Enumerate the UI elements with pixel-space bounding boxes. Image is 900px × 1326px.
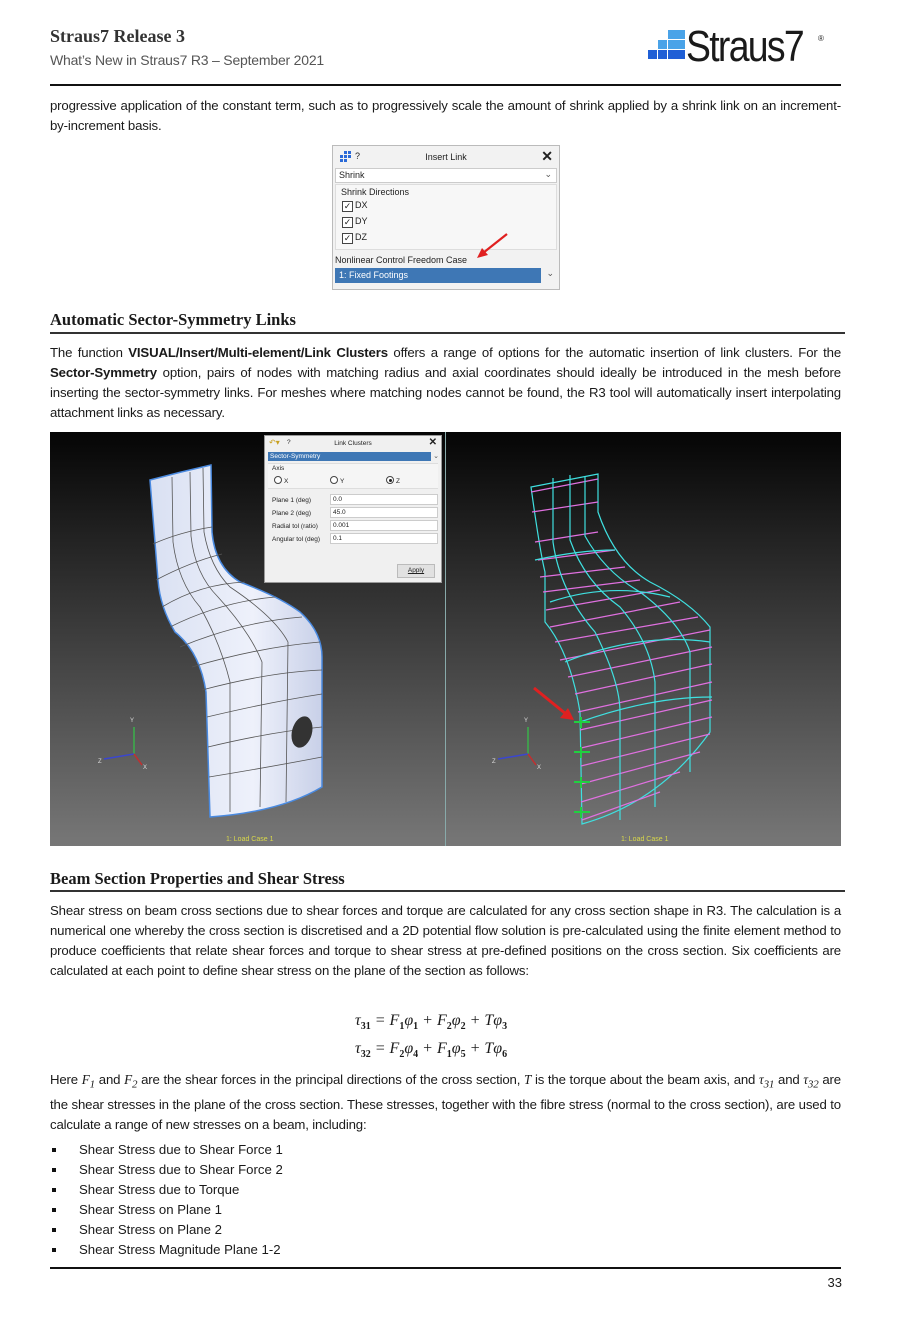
freedom-case-label: Nonlinear Control Freedom Case xyxy=(335,255,468,265)
field-label: Angular tol (deg) xyxy=(272,536,321,543)
undo-icon[interactable]: ↶▾ xyxy=(269,438,280,447)
plane2-input[interactable]: 45.0 xyxy=(330,507,438,518)
equation-tau32: $\tau_{32} = F_2\varphi_4 + F_1\varphi_5 + T\varphi_6$ xyxy=(355,1040,508,1061)
axis-label-x: X xyxy=(143,765,148,771)
radio-selected-icon xyxy=(386,476,394,484)
link-clusters-dialog xyxy=(264,435,442,583)
radio-axis-x[interactable]: X xyxy=(274,476,288,485)
radio-icon xyxy=(274,476,282,484)
axis-group xyxy=(268,463,438,489)
section-heading-sector-symmetry: Automatic Sector-Symmetry Links xyxy=(50,310,296,329)
axis-label-y: Y xyxy=(130,718,135,724)
plane1-input[interactable]: 0.0 xyxy=(330,494,438,505)
page-number: 33 xyxy=(827,1275,842,1290)
list-item: Shear Stress on Plane 1 xyxy=(50,1200,283,1220)
load-case-caption-left: 1: Load Case 1 xyxy=(226,836,274,843)
header-rule xyxy=(50,84,841,86)
intro-paragraph: progressive application of the constant term, such as to progressively scale the amount of shrink applied by a shrink link on an increment-by-increment basis. xyxy=(50,98,841,133)
field-label: Radial tol (ratio) xyxy=(272,523,318,530)
checkbox-label: DY xyxy=(355,216,368,226)
axis-label-z: Z xyxy=(98,759,102,765)
checkbox-label: DX xyxy=(355,200,368,210)
checkbox-checked-icon: ✓ xyxy=(343,217,352,227)
close-icon[interactable]: ✕ xyxy=(428,437,437,448)
link-type-value: Shrink xyxy=(339,170,365,180)
angular-tol-input[interactable]: 0.1 xyxy=(330,533,438,544)
help-button[interactable]: ? xyxy=(355,151,361,161)
registered-mark: ® xyxy=(818,34,824,43)
apply-button[interactable]: Apply xyxy=(397,564,435,578)
section-heading-beam-shear: Beam Section Properties and Shear Stress xyxy=(50,869,345,888)
footer-rule xyxy=(50,1267,841,1269)
list-item: Shear Stress due to Shear Force 1 xyxy=(50,1140,283,1160)
cluster-type-dropdown[interactable]: Sector-Symmetry xyxy=(268,452,431,461)
dialog-title: Link Clusters xyxy=(334,440,372,447)
checkbox-checked-icon: ✓ xyxy=(343,201,352,211)
list-item: Shear Stress Magnitude Plane 1-2 xyxy=(50,1240,283,1260)
checkbox-dy[interactable] xyxy=(342,216,368,228)
stress-list xyxy=(50,1140,283,1260)
close-icon[interactable]: ✕ xyxy=(541,148,553,164)
axis-label-y: Y xyxy=(524,718,529,724)
document-title: Straus7 Release 3 xyxy=(50,26,185,46)
chevron-down-icon[interactable]: ⌄ xyxy=(546,268,554,278)
radio-axis-z[interactable]: Z xyxy=(386,476,400,485)
section-rule xyxy=(50,890,845,892)
load-case-caption-right: 1: Load Case 1 xyxy=(621,836,669,843)
right-viewport-background xyxy=(446,432,841,846)
beam-shear-paragraph: Shear stress on beam cross sections due to shear forces and torque are calculated for any cross section shape in R3. The calculation is a numerical one whereby the cross section is discretised and a 2D potential flow solution is pre-calculated using the finite element method to produce coefficients that relate shear forces and torque to shear stress at pre-defined positions on the cross section. Six coefficients are calculated at each point to define shear stress on the plane of the section as follows: xyxy=(50,903,841,978)
link-type-dropdown[interactable] xyxy=(335,168,557,183)
radio-icon xyxy=(330,476,338,484)
dialog-title: Insert Link xyxy=(425,152,467,162)
viewport-graphics xyxy=(50,432,841,846)
explain-paragraph: Here $F_1$ and $F_2$ are the shear forces in the principal directions of the cross section, T is the torque about the beam axis, and $\tau_{31}$ and $\tau_{32}$ are the shear stresses in the plane of the cross section. These stresses, together with the fibre stress (normal to the cross section), are used to calculate a range of new stresses on a beam, including: xyxy=(50,1072,841,1132)
help-button[interactable]: ? xyxy=(287,439,291,446)
logo-wordmark: Straus7 xyxy=(686,22,803,71)
insert-link-dialog xyxy=(332,145,560,290)
field-label: Plane 2 (deg) xyxy=(272,510,312,517)
straus7-logo xyxy=(648,22,838,80)
checkbox-dx[interactable] xyxy=(342,200,368,212)
dialog-titlebar xyxy=(333,146,559,168)
chevron-down-icon[interactable]: ⌄ xyxy=(433,453,439,460)
sector-symmetry-figure xyxy=(50,432,841,846)
group-label: Shrink Directions xyxy=(341,187,410,197)
checkbox-checked-icon: ✓ xyxy=(343,233,352,243)
list-item: Shear Stress due to Torque xyxy=(50,1180,283,1200)
freedom-case-dropdown[interactable] xyxy=(335,268,541,283)
chevron-down-icon: ⌄ xyxy=(544,169,552,179)
shrink-directions-group xyxy=(335,184,557,250)
sector-symmetry-paragraph: The function VISUAL/Insert/Multi-element/Link Clusters offers a range of options for the automatic insertion of link clusters. For the Sector-Symmetry option, pairs of nodes with matching radius and axial coordinates should ideally be introduced in the mesh before inserting the sector-symmetry links. For meshes where matching nodes cannot be found, the R3 tool will automatically insert interpolating attachment links as necessary. xyxy=(50,345,842,420)
list-item: Shear Stress on Plane 2 xyxy=(50,1220,283,1240)
axis-label: Axis xyxy=(272,465,285,472)
menu-path: VISUAL/Insert/Multi-element/Link Clusters xyxy=(128,345,388,360)
checkbox-label: DZ xyxy=(355,232,367,242)
radio-axis-y[interactable]: Y xyxy=(330,476,344,485)
radial-tol-input[interactable]: 0.001 xyxy=(330,520,438,531)
section-rule xyxy=(50,332,845,334)
checkbox-dz[interactable] xyxy=(342,232,367,244)
axis-label-z: Z xyxy=(492,759,496,765)
red-arrow-icon xyxy=(473,231,513,261)
option-name: Sector-Symmetry xyxy=(50,365,157,380)
freedom-case-value: 1: Fixed Footings xyxy=(339,270,409,280)
equation-tau31: $\tau_{31} = F_1\varphi_1 + F_2\varphi_2 + T\varphi_3$ xyxy=(355,1012,508,1033)
field-label: Plane 1 (deg) xyxy=(272,497,312,504)
document-subtitle: What’s New in Straus7 R3 – September 2021 xyxy=(50,52,325,68)
list-item: Shear Stress due to Shear Force 2 xyxy=(50,1160,283,1180)
axis-label-x: X xyxy=(537,765,542,771)
